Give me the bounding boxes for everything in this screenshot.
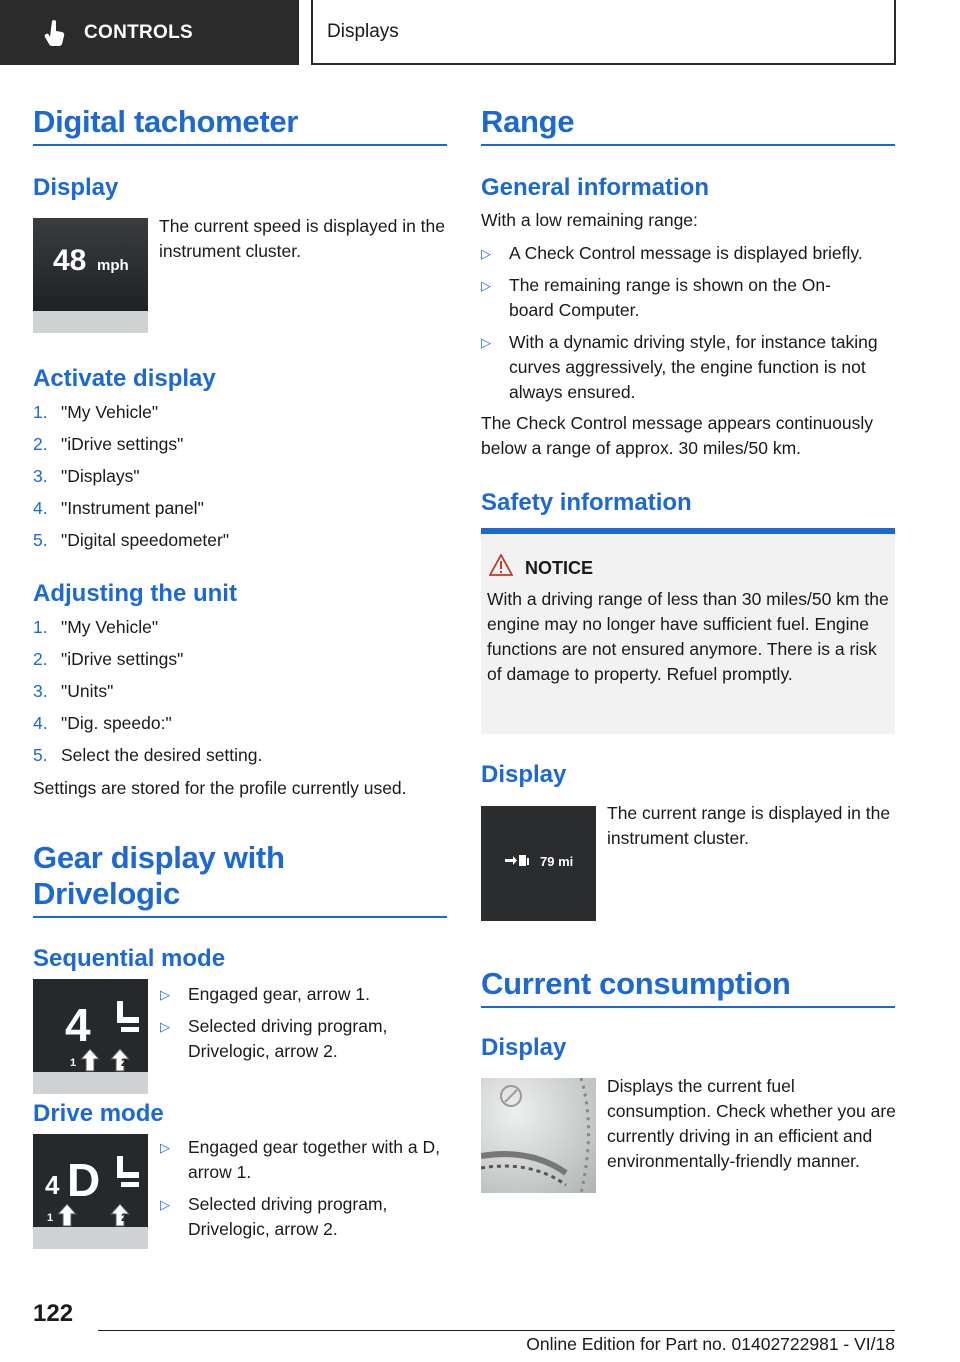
heading-adjusting-unit: Adjusting the unit	[33, 580, 237, 607]
heading-display: Display	[481, 1034, 567, 1061]
range-display-text: The current range is displayed in the instrument cluster.	[607, 803, 891, 848]
heading-display: Display	[33, 174, 119, 201]
gear-number: 4	[45, 1170, 60, 1200]
heading-display: Display	[481, 761, 567, 788]
heading-gear-display: Gear display with Drivelogic	[33, 840, 285, 911]
notice-text: With a driving range of less than 30 miles/50 km the engine may no longer have sufficient fuel. Engine functions are not ensured anymore. There is a risk of damage to property. Refuel promptly.	[487, 589, 889, 684]
heading-rule	[33, 916, 447, 918]
svg-text:1: 1	[70, 1057, 77, 1069]
heading-safety-information: Safety information	[481, 489, 692, 516]
heading-rule	[481, 1006, 895, 1008]
heading-digital-tachometer: Digital tachometer	[33, 104, 299, 139]
range-note: The Check Control message appears continuously below a range of approx. 30 miles/50 km.	[481, 413, 874, 458]
hand-pointer-icon	[44, 19, 68, 47]
display-text: The current speed is displayed in the instrument cluster.	[159, 216, 445, 261]
svg-text:1: 1	[47, 1212, 54, 1224]
range-display-image	[481, 806, 596, 921]
heading-rule	[481, 144, 895, 146]
speed-unit: mph	[97, 257, 129, 274]
heading-sequential-mode: Sequential mode	[33, 945, 226, 972]
notice-box	[481, 528, 895, 734]
section-label: CONTROLS	[84, 21, 194, 43]
notice-label: NOTICE	[525, 558, 594, 578]
gear-number: 4	[65, 999, 91, 1051]
heading-drive-mode: Drive mode	[33, 1100, 164, 1127]
consumption-gauge-image	[481, 1078, 596, 1193]
speed-value: 48	[53, 244, 87, 277]
svg-text:2: 2	[121, 1212, 128, 1224]
svg-text:2: 2	[121, 1057, 128, 1069]
footer-rule	[98, 1330, 895, 1331]
drive-gear-image	[33, 1134, 148, 1249]
unit-note: Settings are stored for the profile currently used.	[33, 778, 407, 798]
heading-rule	[33, 144, 447, 146]
sequential-gear-image	[33, 979, 148, 1094]
gear-mode: D	[67, 1154, 101, 1206]
consumption-text: Displays the current fuel consumption. Check whether you are currently driving in an efficient and environmentally-friendly manner.	[607, 1076, 896, 1171]
chapter-title: Displays	[311, 0, 896, 65]
range-value: 79 mi	[540, 854, 574, 869]
heading-general-information: General information	[481, 174, 710, 201]
page-number: 122	[33, 1300, 74, 1327]
range-intro: With a low remaining range:	[481, 210, 698, 230]
speed-display-image	[33, 218, 148, 333]
heading-range: Range	[481, 104, 575, 139]
section-tab[interactable]	[0, 0, 299, 65]
heading-current-consumption: Current consumption	[481, 966, 791, 1001]
footer-edition: Online Edition for Part no. 01402722981 - VI/18	[526, 1334, 895, 1354]
warning-triangle-icon	[489, 554, 513, 576]
heading-activate-display: Activate display	[33, 365, 216, 392]
